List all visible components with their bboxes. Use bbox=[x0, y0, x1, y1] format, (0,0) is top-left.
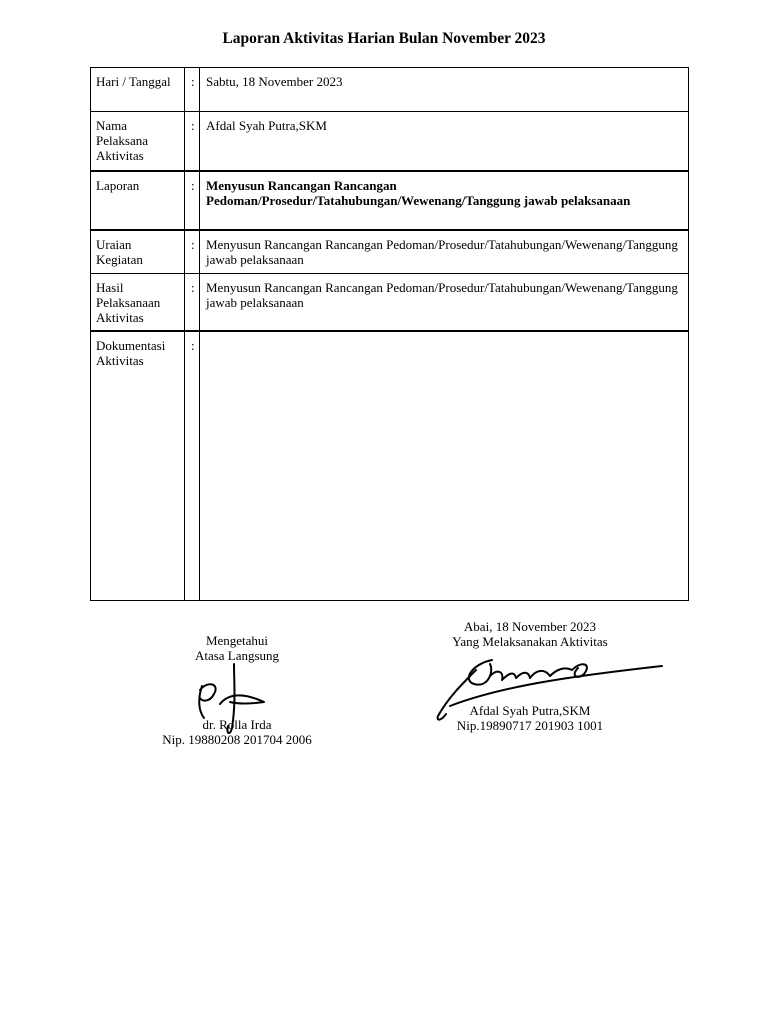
row-label: Nama Pelaksana Aktivitas bbox=[91, 112, 185, 172]
row-laporan bbox=[91, 171, 689, 230]
supervisor-nip: Nip. 19880208 201704 2006 bbox=[162, 732, 312, 747]
row-label: Dokumentasi Aktivitas bbox=[91, 331, 185, 601]
acknowledge-label: Mengetahui bbox=[205, 633, 269, 648]
row-label: Uraian Kegiatan bbox=[91, 230, 185, 274]
row-separator: : bbox=[185, 68, 200, 112]
row-separator: : bbox=[185, 331, 200, 601]
row-label: Hari / Tanggal bbox=[91, 68, 185, 112]
row-hasil-pelaksanaan bbox=[91, 274, 689, 332]
row-uraian-kegiatan bbox=[91, 230, 689, 274]
report-table bbox=[90, 67, 689, 601]
executor-name: Afdal Syah Putra,SKM bbox=[469, 703, 591, 718]
supervisor-signature-icon bbox=[190, 658, 270, 738]
row-label: Laporan bbox=[91, 171, 185, 230]
row-separator: : bbox=[185, 230, 200, 274]
executor-title: Yang Melaksanakan Aktivitas bbox=[452, 634, 608, 649]
row-separator: : bbox=[185, 171, 200, 230]
row-nama-pelaksana bbox=[91, 112, 689, 172]
documentation-area bbox=[200, 331, 689, 601]
row-dokumentasi bbox=[91, 331, 689, 601]
supervisor-title: Atasa Langsung bbox=[194, 648, 280, 663]
row-hari-tanggal bbox=[91, 68, 689, 112]
supervisor-name: dr. Rolla Irda bbox=[202, 717, 272, 732]
place-date: Abai, 18 November 2023 bbox=[463, 619, 597, 634]
row-value: Menyusun Rancangan Rancangan Pedoman/Prosedur/Tatahubungan/Wewenang/Tanggung jawab pelaksanaan bbox=[200, 230, 689, 274]
executor-nip: Nip.19890717 201903 1001 bbox=[456, 718, 604, 733]
executor-signature-icon bbox=[432, 650, 666, 724]
row-value: Menyusun Rancangan Rancangan Pedoman/Prosedur/Tatahubungan/Wewenang/Tanggung jawab pelaksanaan bbox=[200, 171, 689, 230]
row-separator: : bbox=[185, 274, 200, 332]
row-value: Sabtu, 18 November 2023 bbox=[200, 68, 689, 112]
row-separator: : bbox=[185, 112, 200, 172]
row-value: Menyusun Rancangan Rancangan Pedoman/Prosedur/Tatahubungan/Wewenang/Tanggung jawab pelaksanaan bbox=[200, 274, 689, 332]
row-value: Afdal Syah Putra,SKM bbox=[200, 112, 689, 172]
row-label: Hasil Pelaksanaan Aktivitas bbox=[91, 274, 185, 332]
document-title: Laporan Aktivitas Harian Bulan November 2023 bbox=[222, 30, 546, 47]
